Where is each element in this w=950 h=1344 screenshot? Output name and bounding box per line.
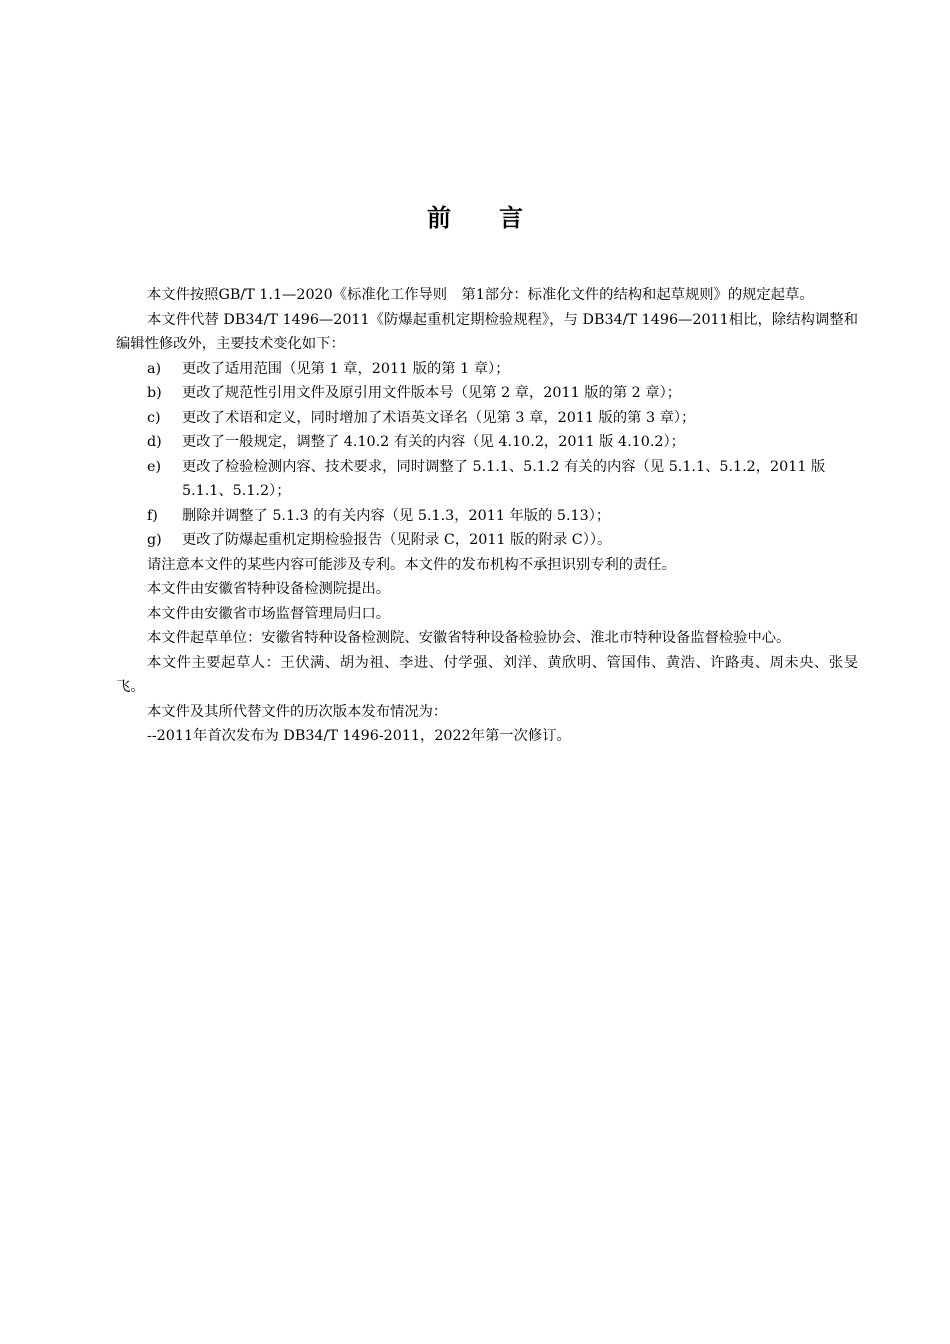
list-marker: e) <box>147 458 162 475</box>
paragraph: 请注意本文件的某些内容可能涉及专利。本文件的发布机构不承担识别专利的责任。 <box>147 556 676 573</box>
list-item <box>116 381 858 406</box>
paragraph: --2011年首次发布为 DB34/T 1496-2011，2022年第一次修订。 <box>147 728 571 744</box>
list-item-text: 更改了防爆起重机定期检验报告（见附录 C，2011 版的附录 C））。 <box>182 532 612 548</box>
list-item <box>116 430 858 455</box>
list-item <box>116 504 858 529</box>
paragraph: 本文件起草单位：安徽省特种设备检测院、安徽省特种设备检验协会、淮北市特种设备监督检验中心。 <box>147 630 791 646</box>
list-item-text: 删除并调整了 5.1.3 的有关内容（见 5.1.3，2011 年版的 5.13）； <box>182 507 611 524</box>
paragraph: 本文件主要起草人：王伏满、胡为祖、李进、付学强、刘洋、黄欣明、管国伟、黄浩、许路夷、周未央、张旻飞。 <box>116 654 858 695</box>
paragraph: 本文件及其所代替文件的历次版本发布情况为： <box>147 703 448 720</box>
list-item <box>116 455 858 504</box>
list-item-text: 更改了术语和定义，同时增加了术语英文译名（见第 3 章，2011 版的第 3 章）； <box>182 409 696 426</box>
paragraph: 本文件由安徽省市场监督管理局归口。 <box>147 605 391 622</box>
list-item-text: 更改了一般规定，调整了 4.10.2 有关的内容（见 4.10.2，2011 版 4.10.2）； <box>182 434 685 450</box>
paragraph: 本文件由安徽省特种设备检测院提出。 <box>147 581 391 597</box>
paragraph: 本文件代替 DB34/T 1496—2011《防爆起重机定期检验规程》，与 DB34/T 1496—2011相比，除结构调整和编辑性修改外，主要技术变化如下： <box>116 311 858 352</box>
document-body <box>116 283 858 749</box>
list-marker: c) <box>147 409 161 426</box>
page-title: 前言 <box>427 204 571 232</box>
list-item-text: 更改了适用范围（见第 1 章，2011 版的第 1 章）； <box>182 360 510 377</box>
list-marker: d) <box>147 434 162 450</box>
list-item <box>116 528 858 553</box>
list-item <box>116 406 858 431</box>
list-marker: b) <box>147 385 162 401</box>
list-marker: a) <box>147 360 162 377</box>
change-list <box>116 357 858 553</box>
list-marker: f) <box>147 507 158 524</box>
list-item-text: 更改了检验检测内容、技术要求，同时调整了 5.1.1、5.1.2 有关的内容（见 5.1.1、5.1.2，2011 版 5.1.1、5.1.2）； <box>182 458 826 499</box>
paragraph: 本文件按照GB/T 1.1—2020《标准化工作导则 第1部分：标准化文件的结构和起草规则》的规定起草。 <box>147 287 814 303</box>
list-item <box>116 357 858 382</box>
list-marker: g) <box>147 532 162 548</box>
list-item-text: 更改了规范性引用文件及原引用文件版本号（见第 2 章，2011 版的第 2 章）； <box>182 385 682 401</box>
